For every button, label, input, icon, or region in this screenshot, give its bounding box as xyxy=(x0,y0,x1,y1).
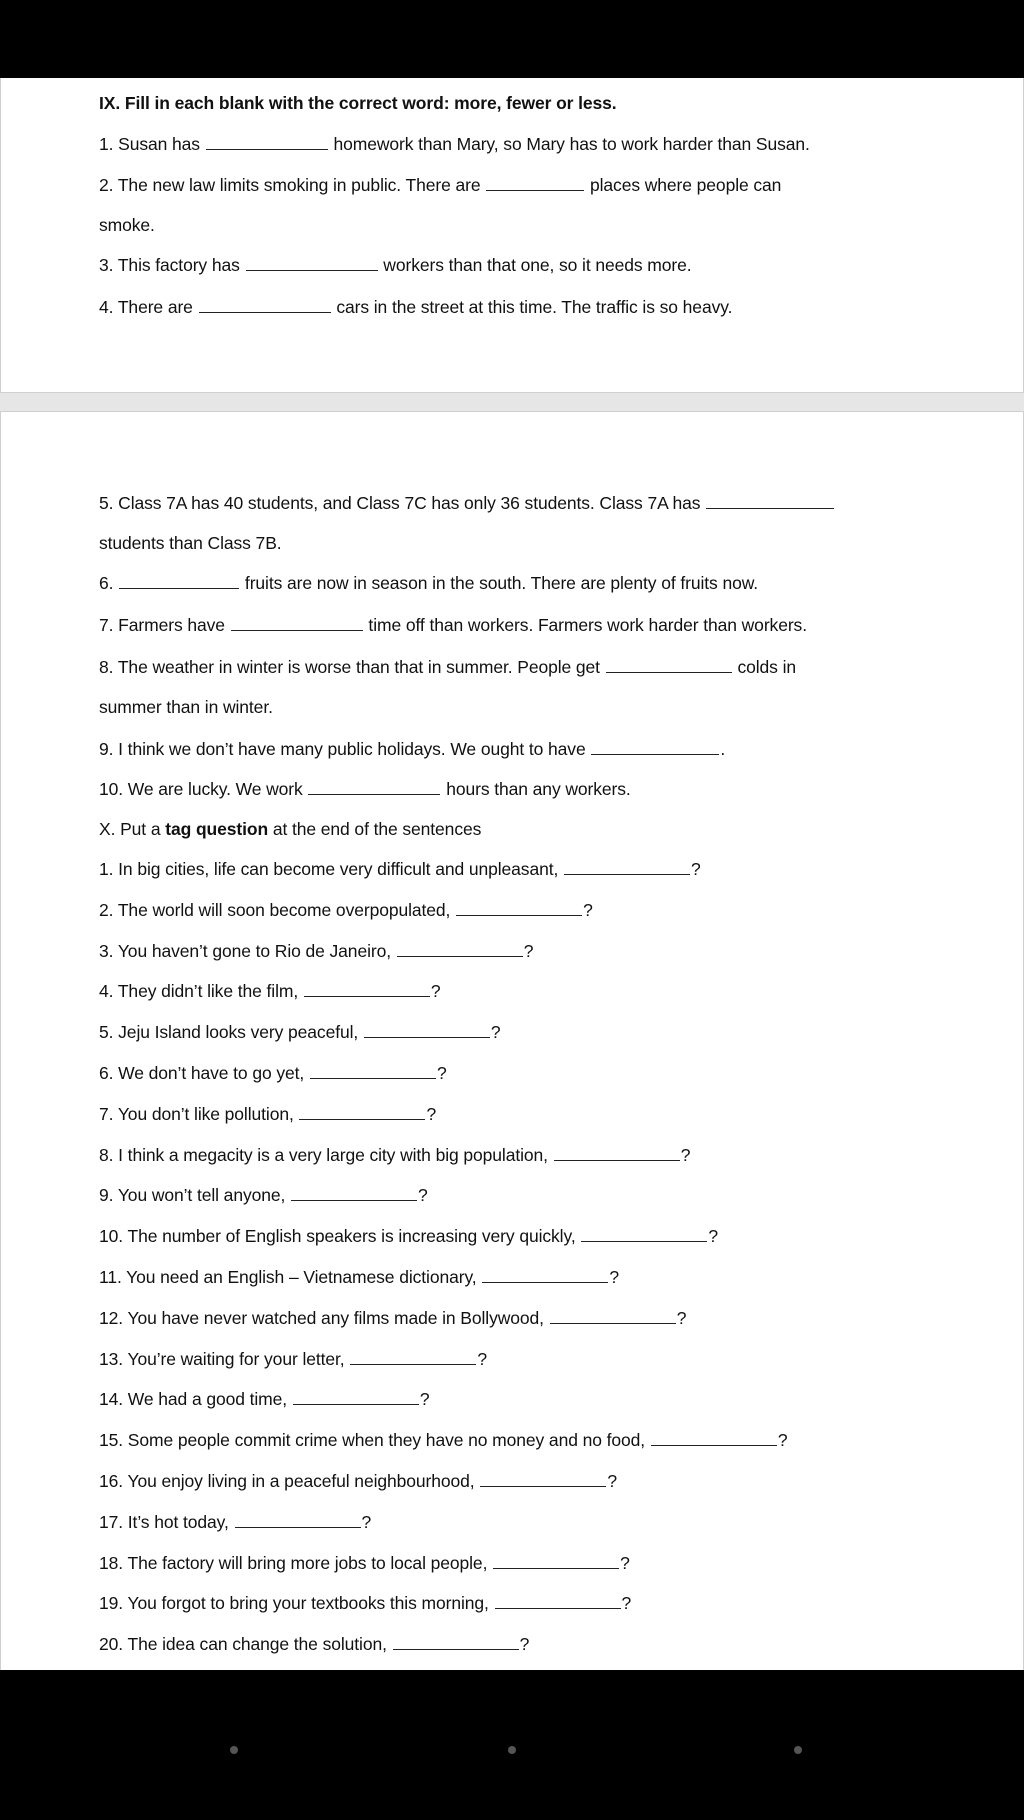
answer-blank[interactable] xyxy=(304,982,430,997)
answer-blank[interactable] xyxy=(293,1390,419,1405)
question-mark: ? xyxy=(490,1022,501,1043)
question-mark: ? xyxy=(419,1389,430,1410)
worksheet-page-1 xyxy=(0,78,1024,392)
tag-question-text: 15. Some people commit crime when they have no money and no food, xyxy=(99,1430,650,1451)
question-mark: ? xyxy=(477,1348,487,1369)
nav-back-button[interactable] xyxy=(794,1746,802,1754)
tag-question-text: 20. The idea can change the solution, xyxy=(99,1634,392,1655)
tag-question-text: 4. They didn’t like the film, xyxy=(99,981,303,1002)
q8-text-end: colds in xyxy=(732,657,797,677)
answer-blank[interactable] xyxy=(564,860,690,875)
tag-question-item xyxy=(99,1184,428,1206)
section-9-title: IX. Fill in each blank with the correct word: more, fewer or less. xyxy=(99,93,617,113)
answer-blank[interactable] xyxy=(235,1513,361,1528)
exercise-9-q5 xyxy=(99,492,835,514)
answer-blank[interactable] xyxy=(364,1023,490,1038)
q4-text: 4. There are xyxy=(99,297,198,317)
question-mark: ? xyxy=(430,981,441,1002)
q4-text-end: cars in the street at this time. The traffic is so heavy. xyxy=(331,297,733,317)
tag-question-text: 13. You’re waiting for your letter, xyxy=(99,1348,350,1369)
nav-home-button[interactable] xyxy=(508,1746,516,1754)
question-mark: ? xyxy=(620,1552,630,1573)
tag-question-item xyxy=(99,980,441,1002)
exercise-9-q9 xyxy=(99,738,725,760)
question-mark: ? xyxy=(436,1063,447,1083)
section-10-title-post: at the end of the sentences xyxy=(268,819,482,839)
tag-question-text: 1. In big cities, life can become very difficult and unpleasant, xyxy=(99,859,564,879)
tag-question-item xyxy=(99,1388,429,1410)
answer-blank[interactable] xyxy=(486,176,584,191)
q9-text: 9. I think we don’t have many public holidays. We ought to have xyxy=(99,739,591,759)
answer-blank[interactable] xyxy=(495,1594,621,1609)
tag-question-text: 3. You haven’t gone to Rio de Janeiro, xyxy=(99,940,396,961)
q7-text: 7. Farmers have xyxy=(99,615,230,635)
question-mark: ? xyxy=(426,1103,437,1124)
tag-question-item xyxy=(99,1592,631,1614)
answer-blank[interactable] xyxy=(119,574,239,589)
tag-question-item xyxy=(99,1144,690,1166)
tag-question-item xyxy=(99,1266,619,1288)
tag-question-item xyxy=(99,1633,529,1655)
tag-question-text: 5. Jeju Island looks very peaceful, xyxy=(99,1022,363,1043)
exercise-9-q2 xyxy=(99,174,781,196)
question-mark: ? xyxy=(418,1185,428,1206)
answer-blank[interactable] xyxy=(350,1350,476,1365)
answer-blank[interactable] xyxy=(706,494,834,509)
exercise-9-q5-cont: students than Class 7B. xyxy=(99,533,282,553)
tag-question-item xyxy=(99,1552,630,1574)
exercise-9-q8-cont: summer than in winter. xyxy=(99,697,273,717)
tag-question-text: 6. We don’t have to go yet, xyxy=(99,1063,309,1083)
exercise-9-q10 xyxy=(99,778,631,800)
tag-question-text: 8. I think a megacity is a very large city with big population, xyxy=(99,1144,553,1165)
tag-question-text: 12. You have never watched any films made in Bollywood, xyxy=(99,1307,549,1328)
tag-question-text: 18. The factory will bring more jobs to local people, xyxy=(99,1552,493,1573)
answer-blank[interactable] xyxy=(397,942,523,957)
exercise-9-q6 xyxy=(99,572,758,594)
exercise-9-q3 xyxy=(99,254,692,276)
tag-question-text: 17. It’s hot today, xyxy=(99,1511,234,1532)
exercise-9-q8 xyxy=(99,656,796,678)
answer-blank[interactable] xyxy=(299,1105,425,1120)
question-mark: ? xyxy=(691,859,701,879)
q1-text: 1. Susan has xyxy=(99,134,205,154)
q3-text: 3. This factory has xyxy=(99,255,245,275)
q2-text: 2. The new law limits smoking in public. There are xyxy=(99,175,486,195)
exercise-9-q2-cont: smoke. xyxy=(99,215,155,235)
tag-question-text: 10. The number of English speakers is increasing very quickly, xyxy=(99,1226,581,1247)
q6-text-end: fruits are now in season in the south. There are plenty of fruits now. xyxy=(240,573,759,593)
answer-blank[interactable] xyxy=(480,1472,606,1487)
q3-text-end: workers than that one, so it needs more. xyxy=(378,255,692,275)
question-mark: ? xyxy=(708,1226,718,1247)
q5-text: 5. Class 7A has 40 students, and Class 7C has only 36 students. Class 7A has xyxy=(99,493,706,513)
answer-blank[interactable] xyxy=(554,1146,680,1161)
tag-question-item xyxy=(99,1429,787,1451)
tag-question-item xyxy=(99,940,533,962)
question-mark: ? xyxy=(583,899,593,920)
page-gap xyxy=(0,392,1024,412)
answer-blank[interactable] xyxy=(199,298,331,313)
question-mark: ? xyxy=(609,1267,619,1287)
q7-text-end: time off than workers. Farmers work harder than workers. xyxy=(363,615,807,635)
answer-blank[interactable] xyxy=(581,1227,707,1242)
tag-question-item xyxy=(99,1470,617,1492)
answer-blank[interactable] xyxy=(606,658,732,673)
q6-text: 6. xyxy=(99,573,119,593)
exercise-9-q1 xyxy=(99,133,810,155)
answer-blank[interactable] xyxy=(550,1309,676,1324)
tag-question-item xyxy=(99,858,701,880)
tag-question-item xyxy=(99,1103,436,1125)
question-mark: ? xyxy=(680,1144,691,1165)
question-mark: ? xyxy=(621,1593,632,1614)
question-mark: ? xyxy=(607,1471,617,1491)
exercise-9-q7 xyxy=(99,614,807,636)
section-10-title xyxy=(99,818,481,840)
tag-question-text: 7. You don’t like pollution, xyxy=(99,1103,299,1124)
q2-text-end: places where people can xyxy=(585,175,782,195)
question-mark: ? xyxy=(519,1634,530,1655)
question-mark: ? xyxy=(523,940,534,961)
tag-question-item xyxy=(99,1307,686,1329)
q1-text-end: homework than Mary, so Mary has to work harder than Susan. xyxy=(328,134,810,154)
tag-question-item xyxy=(99,1062,447,1084)
question-mark: ? xyxy=(777,1430,788,1451)
q8-text: 8. The weather in winter is worse than that in summer. People get xyxy=(99,657,605,677)
answer-blank[interactable] xyxy=(231,616,363,631)
answer-blank[interactable] xyxy=(308,780,440,795)
section-10-title-bold: tag question xyxy=(165,819,269,839)
tag-question-item xyxy=(99,1348,487,1370)
exercise-9-q4 xyxy=(99,296,732,318)
answer-blank[interactable] xyxy=(310,1064,436,1079)
tag-question-text: 14. We had a good time, xyxy=(99,1389,292,1410)
answer-blank[interactable] xyxy=(206,135,328,150)
tag-question-text: 16. You enjoy living in a peaceful neighbourhood, xyxy=(99,1471,480,1491)
q10-text: 10. We are lucky. We work xyxy=(99,779,308,799)
tag-question-item xyxy=(99,1511,371,1533)
section-10-title-pre: X. Put a xyxy=(99,819,166,839)
tag-question-item xyxy=(99,1225,718,1247)
tag-question-item xyxy=(99,1021,501,1043)
tag-question-item xyxy=(99,899,593,921)
tag-question-text: 2. The world will soon become overpopulated, xyxy=(99,899,456,920)
answer-blank[interactable] xyxy=(456,901,582,916)
q9-text-end: . xyxy=(720,739,726,759)
question-mark: ? xyxy=(361,1511,372,1532)
worksheet-page-2 xyxy=(0,412,1024,1670)
answer-blank[interactable] xyxy=(246,256,378,271)
answer-blank[interactable] xyxy=(482,1268,608,1283)
answer-blank[interactable] xyxy=(291,1186,417,1201)
question-mark: ? xyxy=(676,1307,687,1328)
tag-question-text: 9. You won’t tell anyone, xyxy=(99,1185,291,1206)
answer-blank[interactable] xyxy=(393,1635,519,1650)
answer-blank[interactable] xyxy=(591,740,719,755)
answer-blank[interactable] xyxy=(651,1431,777,1446)
q10-text-end: hours than any workers. xyxy=(441,779,631,799)
tag-question-text: 19. You forgot to bring your textbooks this morning, xyxy=(99,1593,494,1614)
tag-question-text: 11. You need an English – Vietnamese dictionary, xyxy=(99,1267,482,1287)
answer-blank[interactable] xyxy=(493,1554,619,1569)
nav-recents-button[interactable] xyxy=(230,1746,238,1754)
